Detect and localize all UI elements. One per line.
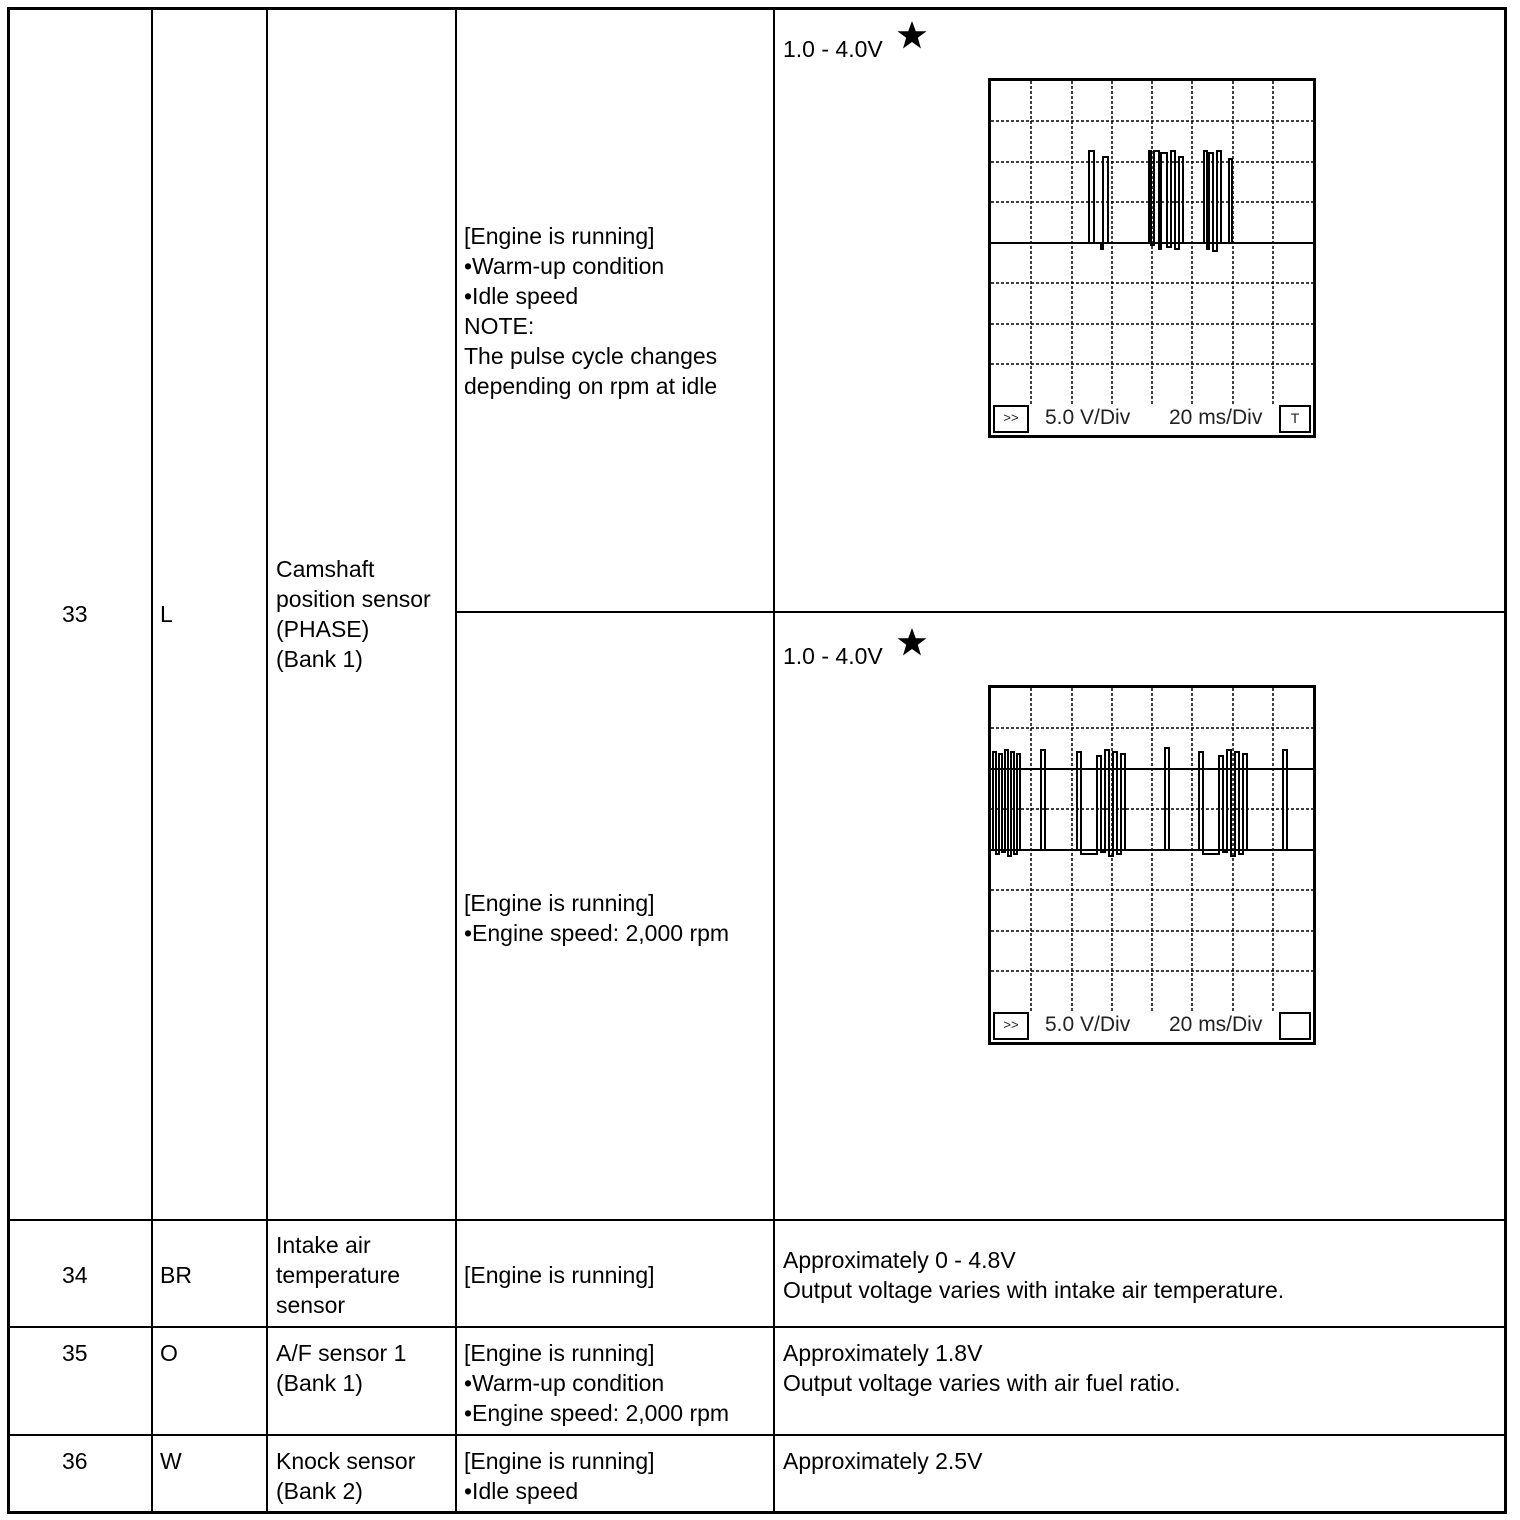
scope-volt-division: 5.0 V/Div (1045, 1013, 1131, 1036)
wire-color: L (160, 601, 173, 627)
oscilloscope-waveform (988, 685, 1316, 1045)
scope-menu-button: >> (993, 405, 1029, 433)
value-text: 1.0 - 4.0V (783, 643, 883, 669)
terminal-number: 34 (62, 1262, 88, 1288)
subrow-divider (456, 611, 1506, 613)
scope-time-division: 20 ms/Div (1169, 406, 1263, 429)
star-icon (896, 627, 928, 659)
condition-text: [Engine is running] (464, 1262, 655, 1288)
col-divider-1 (151, 8, 153, 1513)
scope-grid (991, 688, 1313, 1012)
terminal-number: 36 (62, 1448, 88, 1474)
terminal-number: 33 (62, 601, 88, 627)
wire-color: BR (160, 1262, 192, 1288)
row-divider-35 (8, 1326, 1506, 1328)
terminal-number: 35 (62, 1340, 88, 1366)
star-icon (896, 20, 928, 52)
scope-status-bar (991, 403, 1313, 435)
value-text: 1.0 - 4.0V (783, 36, 883, 62)
scope-grid (991, 81, 1313, 405)
item-name: A/F sensor 1 (Bank 1) (276, 1340, 407, 1396)
value-text: Approximately 1.8V Output voltage varies with air fuel ratio. (783, 1340, 1181, 1396)
scope-volt-division: 5.0 V/Div (1045, 406, 1131, 429)
scope-trigger-button (1279, 1012, 1311, 1040)
col-divider-2 (266, 8, 268, 1513)
value-text: Approximately 0 - 4.8V Output voltage varies with intake air temperature. (783, 1247, 1285, 1303)
condition-text: [Engine is running] •Engine speed: 2,000 rpm (464, 890, 730, 946)
oscilloscope-waveform (988, 78, 1316, 438)
col-divider-3 (455, 8, 457, 1513)
item-name: Intake air temperature sensor (276, 1232, 401, 1318)
wire-color: O (160, 1340, 178, 1366)
scope-time-division: 20 ms/Div (1169, 1013, 1263, 1036)
value-text: Approximately 2.5V (783, 1448, 983, 1474)
scope-menu-button: >> (993, 1012, 1029, 1040)
condition-text: [Engine is running] •Warm-up condition •Engine speed: 2,000 rpm (464, 1340, 730, 1426)
wire-color: W (160, 1448, 182, 1474)
col-divider-4 (773, 8, 775, 1513)
item-name: Camshaft position sensor (PHASE) (Bank 1) (276, 556, 431, 672)
condition-text: [Engine is running] •Idle speed (464, 1448, 655, 1504)
row-divider-36 (8, 1434, 1506, 1436)
row-divider-34 (8, 1219, 1506, 1221)
condition-text: [Engine is running] •Warm-up condition •Idle speed NOTE: The pulse cycle changes depending on rpm at idle (464, 223, 718, 399)
scope-status-bar (991, 1010, 1313, 1042)
item-name: Knock sensor (Bank 2) (276, 1448, 416, 1504)
scope-trigger-button: T (1279, 405, 1311, 433)
